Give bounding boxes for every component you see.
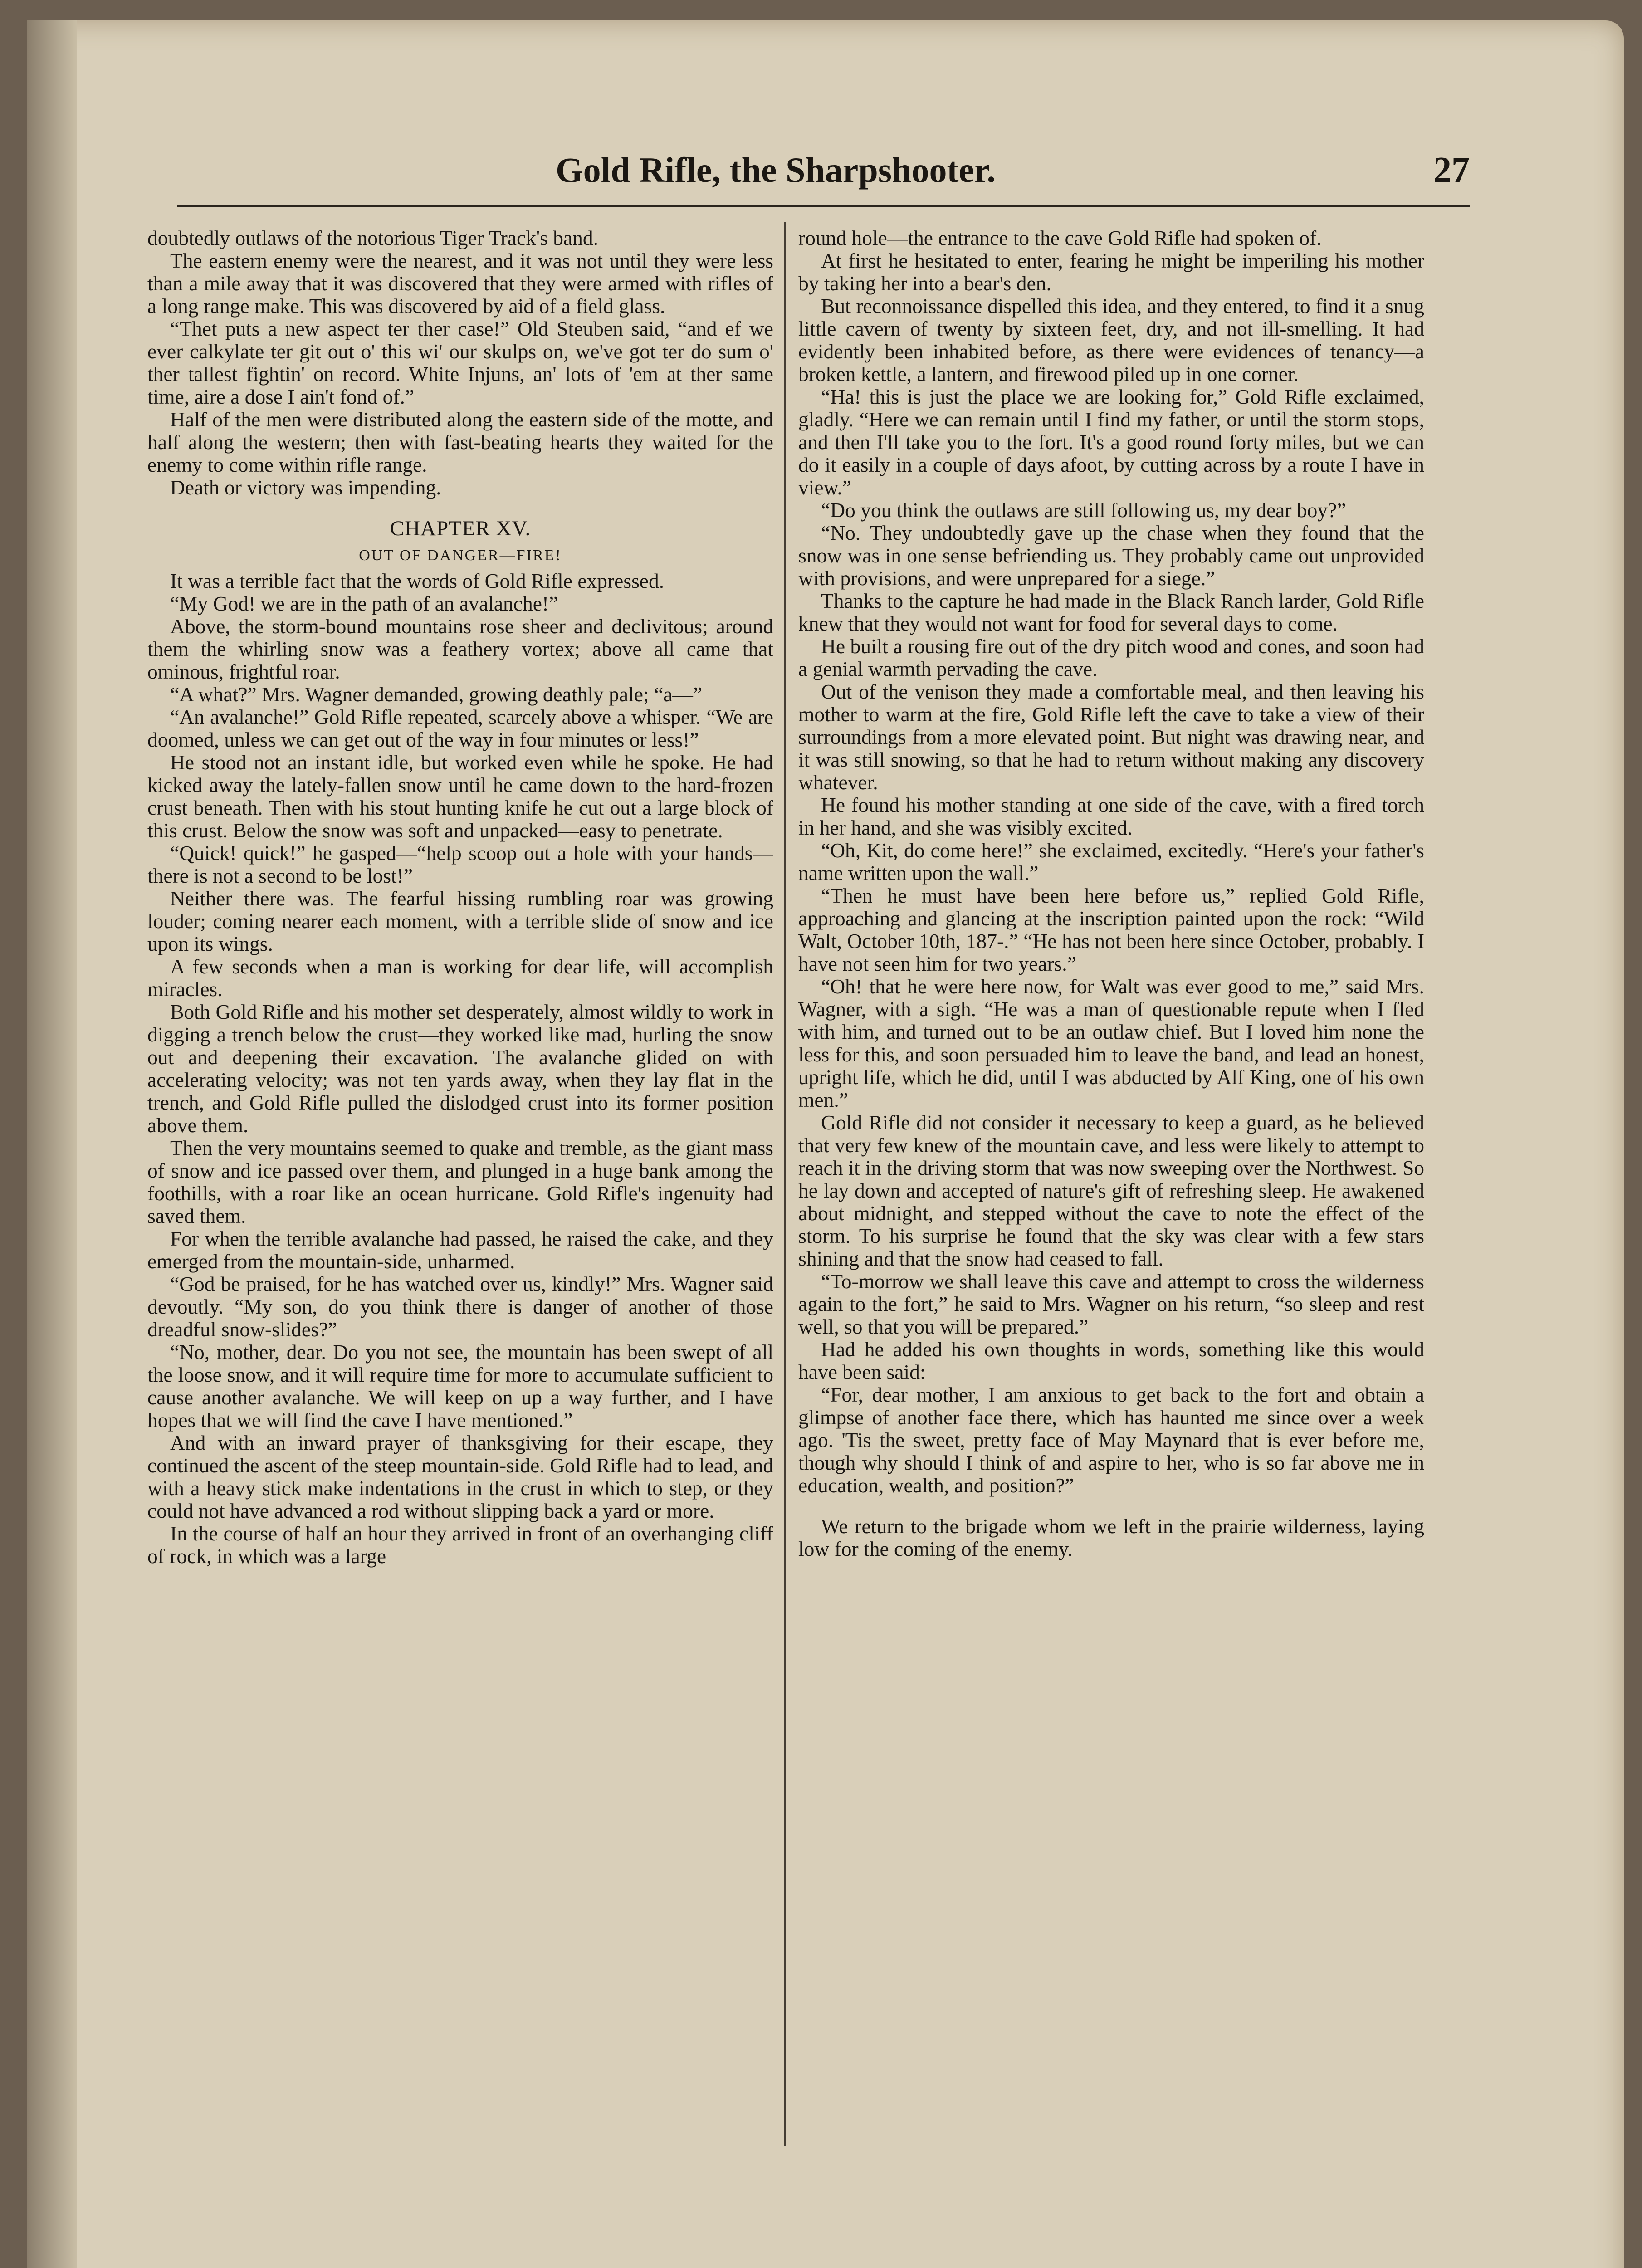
paragraph: “No. They undoubtedly gave up the chase when they found that the snow was in one sense befriending us. They probably came out unprovided with provisions, and were unprepared for a siege.” xyxy=(798,521,1424,590)
column-divider xyxy=(784,222,786,2146)
paragraph: But reconnoissance dispelled this idea, and they entered, to find it a snug little cavern of twenty by sixteen feet, dry, and not ill-smelling. It had evidently been inhabited before, as there were evidences of tenancy—a broken kettle, a lantern, and firewood piled up in one corner. xyxy=(798,294,1424,386)
paragraph: And with an inward prayer of thanksgiving for their escape, they continued the ascent of the steep mountain-side. Gold Rifle had to lead, and with a heavy stick make indentations in the crust in which to step, or they could not have advanced a rod without slipping back a yard or more. xyxy=(147,1431,773,1522)
page-number: 27 xyxy=(1433,150,1470,190)
paragraph: In the course of half an hour they arrived in front of an overhanging cliff of rock, in which was a large xyxy=(147,1522,773,1568)
left-column-text-before-chapter xyxy=(147,227,773,499)
paragraph: Neither there was. The fearful hissing rumbling roar was growing louder; coming nearer each moment, with a terrible slide of snow and ice upon its wings. xyxy=(147,887,773,955)
right-column xyxy=(798,227,1424,2141)
paragraph: “God be praised, for he has watched over us, kindly!” Mrs. Wagner said devoutly. “My son, do you think there is danger of another of those dreadful snow-slides?” xyxy=(147,1272,773,1341)
page-header xyxy=(177,150,1470,200)
running-title: Gold Rifle, the Sharpshooter. xyxy=(556,150,996,190)
paragraph: Both Gold Rifle and his mother set desperately, almost wildly to work in digging a trench below the crust—they worked like mad, hurling the snow out and deepening their excavation. The avalanche glided on with accelerating velocity; was not ten yards away, when they lay flat in the trench, and Gold Rifle pulled the dislodged crust into its former position above them. xyxy=(147,1000,773,1137)
paragraph: “Oh, Kit, do come here!” she exclaimed, excitedly. “Here's your father's name written upon the wall.” xyxy=(798,839,1424,885)
paragraph: Thanks to the capture he had made in the Black Ranch larder, Gold Rifle knew that they would not want for food for several days to come. xyxy=(798,589,1424,635)
paragraph: “Ha! this is just the place we are looking for,” Gold Rifle exclaimed, gladly. “Here we can remain until I find my father, or until the storm stops, and then I'll take you to the fort. It's a good round forty miles, but we can do it easily in a couple of days afoot, by cutting across by a route I have in view.” xyxy=(798,385,1424,499)
paragraph: doubtedly outlaws of the notorious Tiger Track's band. xyxy=(147,227,599,249)
paragraph: “Do you think the outlaws are still following us, my dear boy?” xyxy=(821,499,1346,522)
paragraph: Death or victory was impending. xyxy=(170,476,441,499)
paragraph: “Oh! that he were here now, for Walt was ever good to me,” said Mrs. Wagner, with a sigh. “He was a man of questionable repute when I fled with him, and turned out to be an outlaw chief. But I loved him none the less for this, and soon persuaded him to leave the band, and lead an honest, upright life, which he did, until I was abducted by Alf King, one of his own men.” xyxy=(798,975,1424,1111)
paragraph: “For, dear mother, I am anxious to get back to the fort and obtain a glimpse of another face there, which has haunted me since over a week ago. 'Tis the sweet, pretty face of May Maynard that is ever before me, though why should I think of and aspire to her, who is so far above me in education, wealth, and position?” xyxy=(798,1383,1424,1497)
paragraph: Half of the men were distributed along the eastern side of the motte, and half along the western; then with fast-beating hearts they waited for the enemy to come within rifle range. xyxy=(147,408,773,476)
paragraph: At first he hesitated to enter, fearing he might be imperiling his mother by taking her into a bear's den. xyxy=(798,249,1424,295)
closing-paragraph: We return to the brigade whom we left in the prairie wilderness, laying low for the coming of the enemy. xyxy=(798,1515,1424,1560)
left-column xyxy=(147,227,773,2141)
chapter-subtitle: OUT OF DANGER—FIRE! xyxy=(359,547,562,564)
paragraph: The eastern enemy were the nearest, and it was not until they were less than a mile away that it was discovered that they were armed with rifles of a long range make. This was discovered by aid of a field glass. xyxy=(147,249,773,318)
page-binding-edge xyxy=(27,20,77,2268)
paragraph: “My God! we are in the path of an avalanche!” xyxy=(170,592,558,615)
paragraph: “An avalanche!” Gold Rifle repeated, scarcely above a whisper. “We are doomed, unless we can get out of the way in four minutes or less!” xyxy=(147,705,773,751)
paragraph: For when the terrible avalanche had passed, he raised the cake, and they emerged from the mountain-side, unharmed. xyxy=(147,1227,773,1273)
paragraph: round hole—the entrance to the cave Gold Rifle had spoken of. xyxy=(798,227,1322,249)
paragraph: “Then he must have been here before us,” replied Gold Rifle, approaching and glancing at the inscription painted upon the rock: “Wild Walt, October 10th, 187-.” “He has not been here since October, probably. I have not seen him for two years.” xyxy=(798,884,1424,975)
left-column-text-after-chapter xyxy=(147,570,773,1568)
paragraph: He built a rousing fire out of the dry pitch wood and cones, and soon had a genial warmth pervading the cave. xyxy=(798,635,1424,680)
paragraph: It was a terrible fact that the words of Gold Rifle expressed. xyxy=(170,569,665,592)
paragraph: “Quick! quick!” he gasped—“help scoop out a hole with your hands—there is not a second to be lost!” xyxy=(147,841,773,887)
paragraph: “Thet puts a new aspect ter ther case!” Old Steuben said, “and ef we ever calkylate ter git out o' this wi' our skulps on, we've got ter do sum o' ther tallest fightin' on record. White Injuns, an' lots of 'em at ther same time, aire a dose I ain't fond of.” xyxy=(147,317,773,408)
paragraph: A few seconds when a man is working for dear life, will accomplish miracles. xyxy=(147,955,773,1001)
paragraph: Gold Rifle did not consider it necessary to keep a guard, as he believed that very few knew of the mountain cave, and less were likely to attempt to reach it in the driving storm that was now sweeping over the Northwest. So he lay down and accepted of nature's gift of refreshing sleep. He awakened about midnight, and stepped without the cave to note the effect of the storm. To his surprise he found that the sky was clear with a few stars shining and that the snow had ceased to fall. xyxy=(798,1111,1424,1270)
paragraph: He found his mother standing at one side of the cave, with a fired torch in her hand, and she was visibly excited. xyxy=(798,793,1424,839)
paragraph: “No, mother, dear. Do you not see, the mountain has been swept of all the loose snow, and it will require time for more to accumulate sufficient to cause another avalanche. We will keep on up a way further, and I have hopes that we will find the cave I have mentioned.” xyxy=(147,1340,773,1432)
paragraph: “To-morrow we shall leave this cave and attempt to cross the wilderness again to the fort,” he said to Mrs. Wagner on his return, “so sleep and rest well, so that you will be prepared.” xyxy=(798,1270,1424,1338)
paragraph: Above, the storm-bound mountains rose sheer and declivitous; around them the whirling snow was a feathery vortex; above all came that ominous, frightful roar. xyxy=(147,615,773,683)
paragraph: Had he added his own thoughts in words, something like this would have been said: xyxy=(798,1338,1424,1383)
right-column-text xyxy=(798,227,1424,1497)
paragraph: He stood not an instant idle, but worked even while he spoke. He had kicked away the lately-fallen snow until he came down to the hard-frozen crust beneath. Then with his stout hunting knife he cut out a large block of this crust. Below the snow was soft and unpacked—easy to penetrate. xyxy=(147,751,773,842)
chapter-title: CHAPTER XV. xyxy=(390,517,531,540)
paragraph: Then the very mountains seemed to quake and tremble, as the giant mass of snow and ice passed over them, and plunged in a huge bank among the foothills, with a roar like an ocean hurricane. Gold Rifle's ingenuity had saved them. xyxy=(147,1136,773,1227)
paragraph: Out of the venison they made a comfortable meal, and then leaving his mother to warm at the fire, Gold Rifle left the cave to take a view of their surroundings from a more elevated point. But night was drawing near, and it was still snowing, so that he had to return without making any discovery whatever. xyxy=(798,680,1424,794)
section-break xyxy=(798,1497,1424,1515)
paragraph: “A what?” Mrs. Wagner demanded, growing deathly pale; “a—” xyxy=(170,683,703,706)
header-rule xyxy=(177,205,1470,207)
